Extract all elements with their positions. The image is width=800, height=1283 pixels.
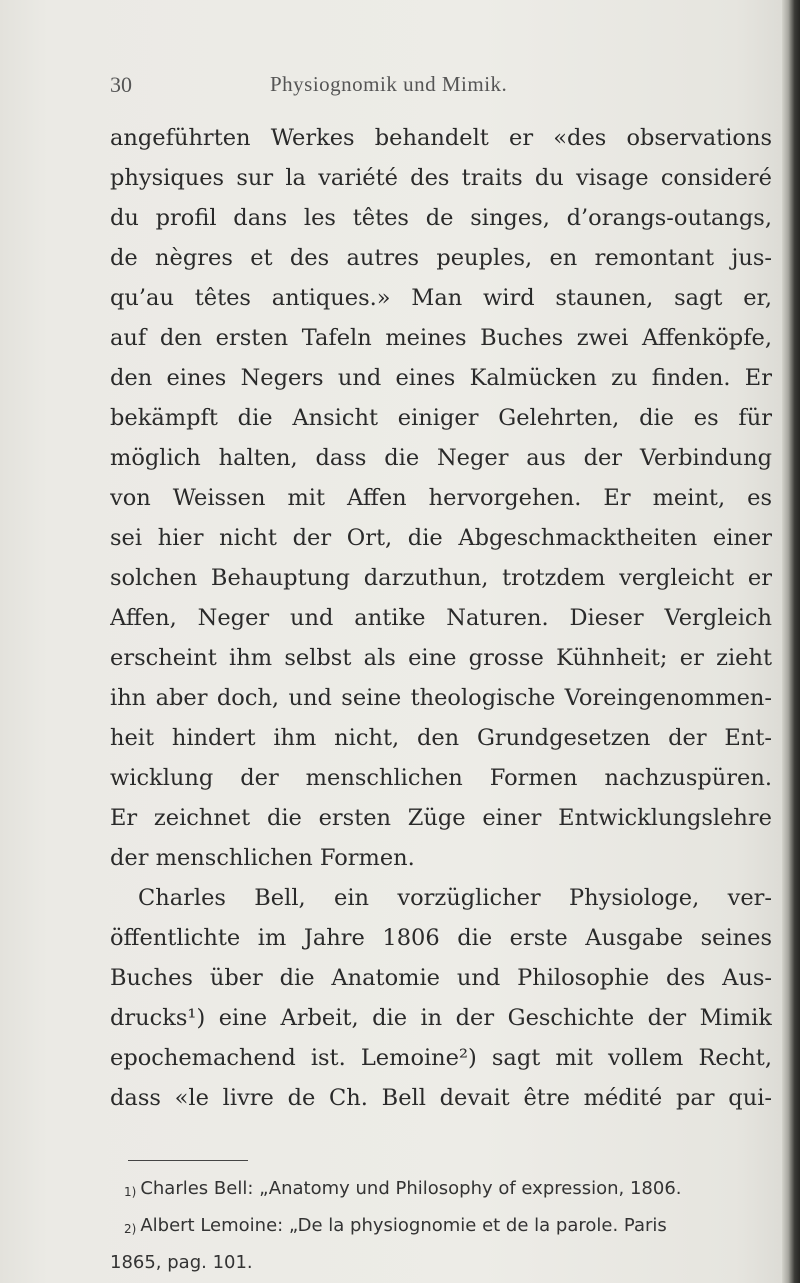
text-line: solchen Behauptung darzuthun, trotzdem vergleicht er	[110, 565, 772, 591]
text-line: Buches über die Anatomie und Philosophie des Aus-	[110, 965, 772, 991]
text-line: drucks¹) eine Arbeit, die in der Geschichte der Mimik	[110, 1005, 772, 1031]
footnote-text: Albert Lemoine: „De la physiognomie et de la parole. Paris	[140, 1215, 667, 1236]
page-number: 30	[110, 72, 132, 97]
page-header	[110, 72, 770, 102]
footnote-text: Charles Bell: „Anatomy und Philosophy of expression, 1806.	[140, 1178, 682, 1199]
text-line: dass «le livre de Ch. Bell devait être médité par qui-	[110, 1085, 772, 1111]
text-line: epochemachend ist. Lemoine²) sagt mit vollem Recht,	[110, 1045, 772, 1071]
footnote-rule	[128, 1160, 248, 1161]
footnote-marker: 1)	[124, 1185, 137, 1199]
text-line: du profil dans les têtes de singes, d’orangs-outangs,	[110, 205, 772, 231]
text-line: physiques sur la variété des traits du visage consideré	[110, 165, 772, 191]
text-line: bekämpft die Ansicht einiger Gelehrten, die es für	[110, 405, 772, 431]
text-line: de nègres et des autres peuples, en remontant jus-	[110, 245, 772, 271]
text-line: möglich halten, dass die Neger aus der Verbindung	[110, 445, 772, 471]
text-line: sei hier nicht der Ort, die Abgeschmacktheiten einer	[110, 525, 772, 551]
running-title: Physiognomik und Mimik.	[270, 72, 508, 96]
text-line: der menschlichen Formen.	[110, 845, 415, 871]
text-line: Affen, Neger und antike Naturen. Dieser Vergleich	[110, 605, 772, 631]
body-text	[110, 118, 772, 1118]
text-line: angeführten Werkes behandelt er «des observations	[110, 125, 772, 151]
text-line: Charles Bell, ein vorzüglicher Physiologe, ver-	[138, 885, 772, 911]
text-line: von Weissen mit Affen hervorgehen. Er meint, es	[110, 485, 772, 511]
footnotes	[110, 1172, 772, 1280]
text-line: ihn aber doch, und seine theologische Voreingenommen-	[110, 685, 772, 711]
text-line: öffentlichte im Jahre 1806 die erste Ausgabe seines	[110, 925, 772, 951]
footnote-2	[110, 1209, 772, 1246]
text-line: Er zeichnet die ersten Züge einer Entwicklungslehre	[110, 805, 772, 831]
text-line: auf den ersten Tafeln meines Buches zwei Affenköpfe,	[110, 325, 772, 351]
footnote-2-continuation: 1865, pag. 101.	[110, 1252, 253, 1273]
page-edge-shadow	[782, 0, 800, 1283]
text-line: heit hindert ihm nicht, den Grundgesetzen der Ent-	[110, 725, 772, 751]
text-line: qu’au têtes antiques.» Man wird staunen, sagt er,	[110, 285, 772, 311]
footnote-1	[110, 1172, 772, 1209]
text-line: wicklung der menschlichen Formen nachzuspüren.	[110, 765, 772, 791]
footnote-marker: 2)	[124, 1222, 137, 1236]
text-line: erscheint ihm selbst als eine grosse Kühnheit; er zieht	[110, 645, 772, 671]
text-line: den eines Negers und eines Kalmücken zu finden. Er	[110, 365, 772, 391]
